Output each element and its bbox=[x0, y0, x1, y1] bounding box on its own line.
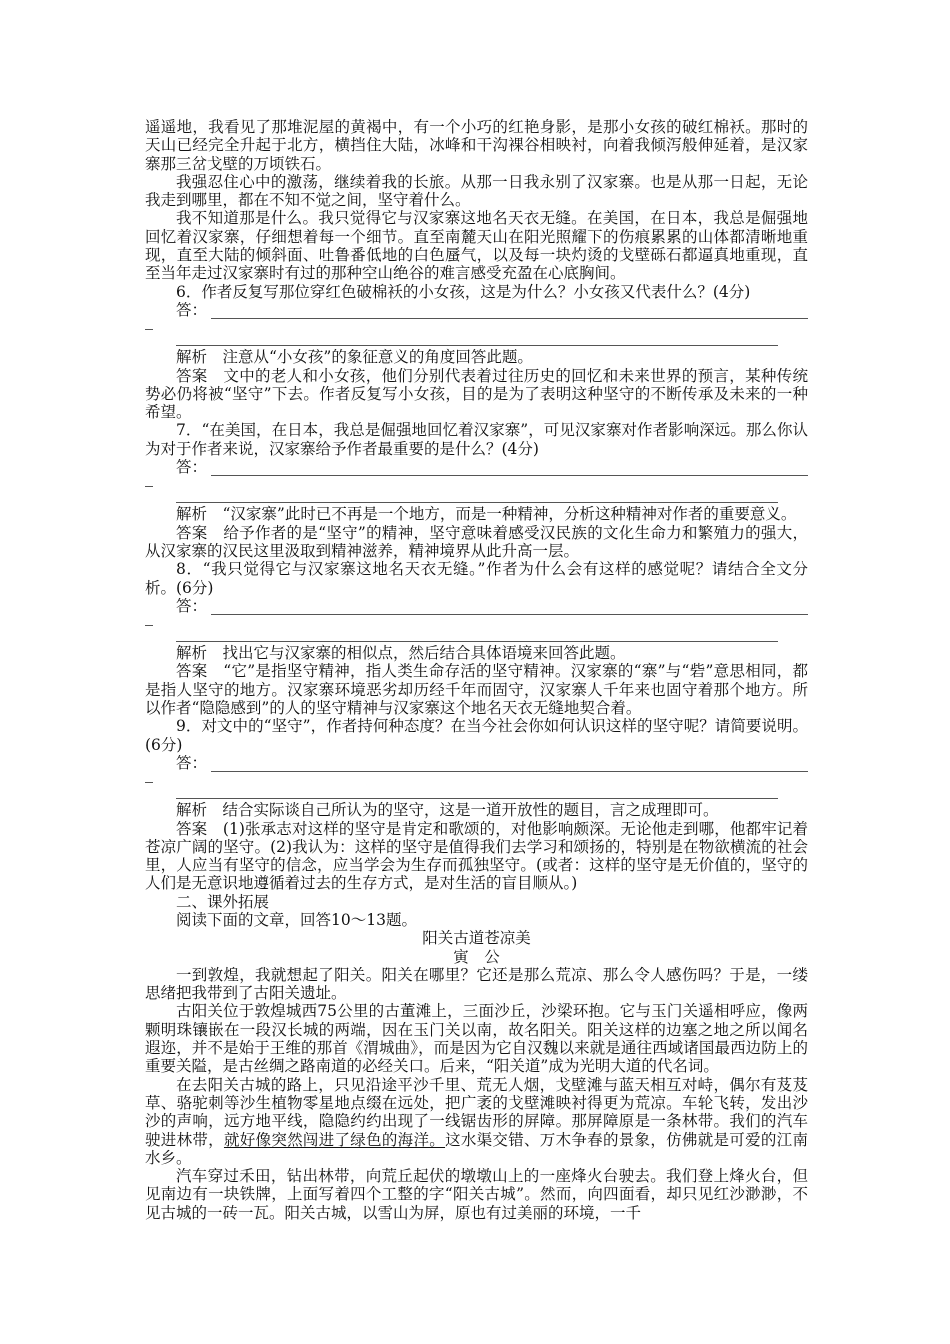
article-title: 阳关古道苍凉美 bbox=[422, 929, 531, 948]
answer-rule-full-7 bbox=[176, 496, 778, 503]
answer-dash-8 bbox=[145, 615, 808, 635]
article-author: 寅 公 bbox=[453, 947, 500, 966]
answer-key-9: 答案 (1)张承志对这样的坚守是肯定和歌颂的，对他影响颇深。无论他走到哪，他都牢记着苍凉广阔的坚守。(2)我认为：这样的坚守是值得我们去学习和颂扬的，特别是在物欲横流的社会里，人应当有坚守的信念，应当学会为生存而孤独坚守。(或者：这样的坚守是无价值的，坚守的人们是无意识地遵循着过去的生存方式，是对生活的盲目顺从。) bbox=[145, 819, 808, 893]
answer-dash-6 bbox=[145, 319, 808, 339]
answer-rule-full-6 bbox=[176, 339, 778, 346]
article-paragraph-3 bbox=[145, 1076, 808, 1167]
question-6: 6．作者反复写那位穿红色破棉袄的小女孩，这是为什么？小女孩又代表什么？(4分) bbox=[176, 282, 751, 301]
question-7: 7．“在美国，在日本，我总是倔强地回忆着汉家寨”，可见汉家寨对作者影响深远。那么你认为对于作者来说，汉家寨给予作者最重要的是什么？(4分) bbox=[145, 421, 808, 458]
reading-paragraph-2: 我强忍住心中的激荡，继续着我的长旅。从那一日我永别了汉家寨。也是从那一日起，无论我走到哪里，都在不知不觉之间，坚守着什么。 bbox=[145, 172, 808, 210]
document-page bbox=[145, 118, 808, 1222]
analysis-9: 解析 结合实际谈自己所认为的坚守，这是一道开放性的题目，言之成理即可。 bbox=[176, 801, 719, 820]
answer-line-6[interactable] bbox=[145, 301, 808, 319]
answer-dash-7 bbox=[145, 476, 808, 496]
dash-mark bbox=[145, 486, 153, 487]
answer-key-8: 答案 “它”是指坚守精神，指人类生命存活的坚守精神。汉家寨的“寨”与“砦”意思相同，都是指人坚守的地方。汉家寨环境恶劣却历经千年而固守，汉家寨人千年来也固守着那个地方。所以作者“隐隐感到”的人的坚守精神与汉家寨这个地名天衣无缝地契合着。 bbox=[145, 662, 808, 718]
answer-rule-full-8 bbox=[176, 635, 778, 642]
answer-rule bbox=[211, 465, 808, 476]
reading-paragraph-1: 遥遥地，我看见了那堆泥屋的黄褐中，有一个小巧的红艳身影，是那小女孩的破红棉袄。那时的天山已经完全升起于北方，横挡住大陆，冰峰和干沟裸谷相映衬，向着我倾泻般伸延着，是汉家寨那三岔戈壁的万顷铁石。 bbox=[145, 118, 808, 173]
answer-label: 答： bbox=[176, 753, 208, 772]
dash-mark bbox=[145, 625, 153, 626]
answer-line-8[interactable] bbox=[145, 597, 808, 615]
section-instruction: 阅读下面的文章，回答10～13题。 bbox=[176, 910, 417, 929]
answer-dash-9 bbox=[145, 772, 808, 792]
article-paragraph-4: 汽车穿过禾田，钻出林带，向荒丘起伏的墩墩山上的一座烽火台驶去。我们登上烽火台，但见南边有一块铁牌，上面写着四个工整的字“阳关古城”。然而，向四面看，却只见红沙渺渺，不见古城的一砖一瓦。阳关古城，以雪山为屏，原也有过美丽的环境，一千 bbox=[145, 1167, 808, 1222]
answer-rule-full-9 bbox=[176, 792, 778, 799]
answer-line-7[interactable] bbox=[145, 458, 808, 476]
dash-mark bbox=[145, 782, 153, 783]
article-paragraph-1: 一到敦煌，我就想起了阳关。阳关在哪里？它还是那么荒凉、那么令人感伤吗？于是，一缕思绪把我带到了古阳关遗址。 bbox=[145, 965, 808, 1003]
analysis-7: 解析 “汉家寨”此时已不再是一个地方，而是一种精神，分析这种精神对作者的重要意义。 bbox=[176, 505, 797, 524]
dash-mark bbox=[145, 329, 153, 330]
article-paragraph-2: 古阳关位于敦煌城西75公里的古董滩上，三面沙丘，沙梁环抱。它与玉门关遥相呼应，像两颗明珠镶嵌在一段汉长城的两端，因在玉门关以南，故名阳关。阳关这样的边塞之地之所以闻名遐迩，并不是始于王维的那首《渭城曲》，而是因为它自汉魏以来就是通往西域诸国最西边防上的重要关隘，是古丝绸之路南道的必经关口。后来，“阳关道”成为光明大道的代名词。 bbox=[145, 1002, 808, 1076]
analysis-6: 解析 注意从“小女孩”的象征意义的角度回答此题。 bbox=[176, 348, 533, 367]
answer-key-7: 答案 给予作者的是“坚守”的精神，坚守意味着感受汉民族的文化生命力和繁殖力的强大，从汉家寨的汉民这里汲取到精神滋养，精神境界从此升高一层。 bbox=[145, 523, 808, 560]
answer-rule bbox=[211, 604, 808, 615]
answer-line-9[interactable] bbox=[145, 754, 808, 772]
question-9: 9．对文中的“坚守”，作者持何种态度？在当今社会你如何认识这样的坚守呢？请简要说明。(6分) bbox=[145, 717, 808, 754]
analysis-8: 解析 找出它与汉家寨的相似点，然后结合具体语境来回答此题。 bbox=[176, 644, 626, 663]
answer-rule bbox=[211, 761, 808, 772]
section-heading: 二、课外拓展 bbox=[176, 892, 270, 911]
underlined-sentence: 就好像突然闯进了绿色的海洋。 bbox=[223, 1130, 446, 1149]
answer-key-6: 答案 文中的老人和小女孩，他们分别代表着过往历史的回忆和未来世界的预言，某种传统势必仍将被“坚守”下去。作者反复写小女孩，目的是为了表明这种坚守的不断传承及未来的一种希望。 bbox=[145, 366, 808, 422]
article-paragraph-3-text: 在去阳关古城的路上，只见沿途平沙千里、荒无人烟，戈壁滩与蓝天相互对峙，偶尔有芨芨草、骆驼刺等沙生植物零星地点缀在远处，把广袤的戈壁滩映衬得更为荒凉。车轮飞转，发出沙沙的声响，远方地平线，隐隐约约出现了一线锯齿形的屏障。那屏障原是一条林带。我们的汽车驶进林带， bbox=[145, 1075, 808, 1149]
answer-label: 答： bbox=[176, 458, 208, 477]
article-paragraph-3-tail: 这水渠交错、万木争春的景象，仿佛就是可爱的江南水乡。 bbox=[145, 1130, 808, 1167]
reading-paragraph-3: 我不知道那是什么。我只觉得它与汉家寨这地名天衣无缝。在美国，在日本，我总是倔强地回忆着汉家寨，仔细想着每一个细节。直至南麓天山在阳光照耀下的伤痕累累的山体都清晰地重现，直至大陆的倾斜面、吐鲁番低地的白色蜃气，以及每一块灼烫的戈壁砾石都逼真地重现，直至当年走过汉家寨时有过的那种空山绝谷的难言感受充盈在心底胸间。 bbox=[145, 209, 808, 283]
question-8: 8．“我只觉得它与汉家寨这地名天衣无缝。”作者为什么会有这样的感觉呢？请结合全文分析。(6分) bbox=[145, 560, 808, 597]
answer-rule bbox=[211, 308, 808, 319]
answer-label: 答： bbox=[176, 596, 208, 615]
answer-label: 答： bbox=[176, 300, 208, 319]
